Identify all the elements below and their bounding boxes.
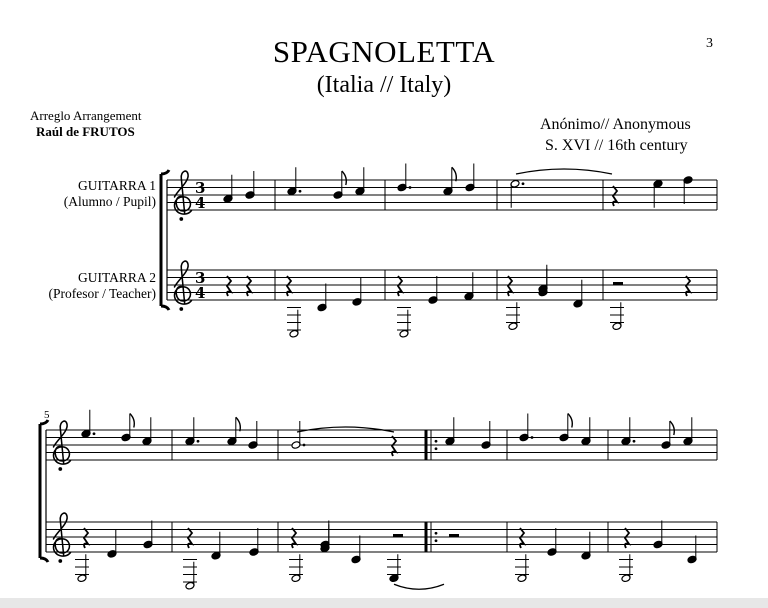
arranger-name: Raúl de FRUTOS <box>36 124 135 139</box>
instrument-name: GUITARRA 1 <box>77 178 156 193</box>
time-signature-top: 3 <box>195 269 206 287</box>
note-flag <box>568 414 573 428</box>
tie <box>394 584 444 589</box>
system-bracket <box>161 170 169 310</box>
note-flag <box>130 414 135 428</box>
arrangement-label: Arreglo Arrangement <box>30 108 142 123</box>
treble-clef-icon <box>54 513 71 563</box>
treble-clef-icon <box>54 421 71 471</box>
note-flag <box>452 167 457 181</box>
augmentation-dot <box>303 444 306 447</box>
treble-clef-icon <box>175 261 192 311</box>
note-flag <box>342 171 347 185</box>
time-signature-bottom: 4 <box>195 284 206 302</box>
augmentation-dot <box>93 432 96 435</box>
instrument-role: (Profesor / Teacher) <box>48 286 156 301</box>
piece-subtitle: (Italia // Italy) <box>316 72 452 98</box>
augmentation-dot <box>522 182 525 185</box>
augmentation-dot <box>435 539 438 542</box>
time-signature-top: 3 <box>195 179 206 197</box>
half-rest <box>393 534 403 537</box>
piece-title: SPAGNOLETTA <box>272 34 496 69</box>
half-rest <box>613 282 623 285</box>
half-rest <box>449 534 459 537</box>
composer: Anónimo// Anonymous <box>540 116 691 133</box>
composition-era: S. XVI // 16th century <box>545 137 688 154</box>
note-flag <box>236 417 241 431</box>
augmentation-dot <box>531 436 534 439</box>
augmentation-dot <box>197 440 200 443</box>
system-bracket <box>40 420 48 562</box>
augmentation-dot <box>299 190 302 193</box>
instrument-role: (Alumno / Pupil) <box>63 194 156 209</box>
augmentation-dot <box>633 440 636 443</box>
augmentation-dot <box>435 447 438 450</box>
augmentation-dot <box>435 532 438 535</box>
footer-bar <box>0 598 768 608</box>
note-flag <box>670 421 675 435</box>
tie <box>516 169 612 174</box>
treble-clef-icon <box>175 171 192 221</box>
augmentation-dot <box>435 440 438 443</box>
instrument-name: GUITARRA 2 <box>77 270 156 285</box>
augmentation-dot <box>409 186 412 189</box>
time-signature-bottom: 4 <box>195 194 206 212</box>
page-number: 3 <box>706 36 713 51</box>
measure-number: 5 <box>44 409 50 421</box>
